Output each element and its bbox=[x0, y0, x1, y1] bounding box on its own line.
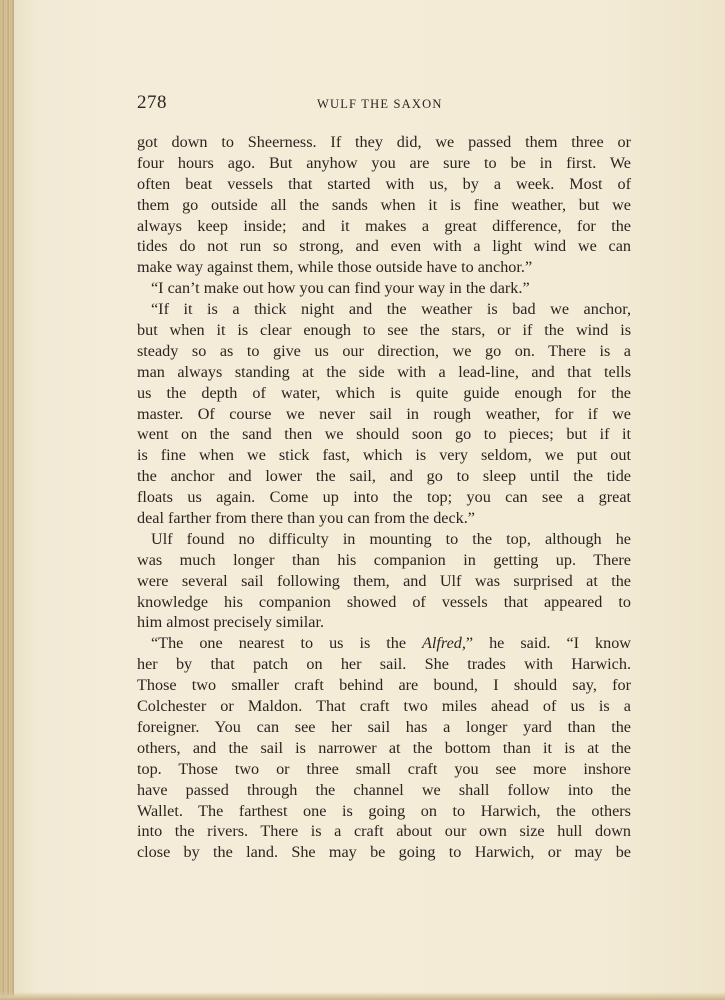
text-run: “The one nearest to us is the bbox=[151, 634, 422, 653]
page-bottom-edge bbox=[0, 992, 725, 1000]
text-line: Ulf found no difficulty in mounting to the top, although he bbox=[151, 529, 631, 548]
text-line: is fine when we stick fast, which is very seldom, we put out bbox=[137, 446, 631, 465]
text-line: “I can’t make out how you can find your way in the dark.” bbox=[151, 279, 530, 298]
text-line: make way against them, while those outside have to anchor.” bbox=[137, 258, 533, 277]
text-line: her by that patch on her sail. She trades with Harwich. bbox=[137, 655, 631, 674]
text-line: Wallet. The farthest one is going on to Harwich, the others bbox=[137, 801, 631, 820]
text-line: got down to Sheerness. If they did, we passed them three or bbox=[137, 133, 631, 151]
text-line: man always standing at the side with a lead-line, and that tells bbox=[137, 362, 631, 381]
text-line: us the depth of water, which is quite guide enough for the bbox=[137, 383, 631, 402]
text-line: foreigner. You can see her sail has a longer yard than the bbox=[137, 717, 631, 736]
text-line: Colchester or Maldon. That craft two miles ahead of us is a bbox=[137, 697, 631, 716]
text-line: steady so as to give us our direction, we go on. There is a bbox=[137, 341, 631, 360]
text-line: went on the sand then we should soon go to pieces; but if it bbox=[137, 425, 631, 444]
ship-name-italic: Alfred, bbox=[422, 634, 466, 653]
text-run: ” he said. “I know bbox=[465, 634, 631, 653]
text-line: was much longer than his companion in getting up. There bbox=[137, 550, 631, 569]
text-line: deal farther from there than you can from the deck.” bbox=[137, 509, 475, 528]
text-line: top. Those two or three small craft you see more inshore bbox=[137, 759, 631, 778]
text-line bbox=[137, 633, 631, 654]
text-line: often beat vessels that started with us, by a week. Most of bbox=[137, 174, 631, 193]
text-line: knowledge his companion showed of vessels that appeared to bbox=[137, 592, 631, 611]
text-line: have passed through the channel we shall follow into the bbox=[137, 780, 631, 799]
page-binding-edge bbox=[0, 0, 14, 1000]
text-line: always keep inside; and it makes a great difference, for the bbox=[137, 216, 631, 235]
text-line: him almost precisely similar. bbox=[137, 613, 325, 632]
text-line: close by the land. She may be going to Harwich, or may be bbox=[137, 843, 631, 862]
page-number: 278 bbox=[137, 92, 167, 113]
text-line: others, and the sail is narrower at the bottom than it is at the bbox=[137, 738, 631, 757]
running-title: WULF THE SAXON bbox=[317, 97, 443, 111]
text-line: into the rivers. There is a craft about our own size hull down bbox=[137, 822, 631, 841]
text-line: the anchor and lower the sail, and go to sleep until the tide bbox=[137, 467, 631, 486]
text-line: four hours ago. But anyhow you are sure to be in first. We bbox=[137, 153, 631, 172]
text-line: Those two smaller craft behind are bound, I should say, for bbox=[137, 676, 631, 695]
text-line: but when it is clear enough to see the stars, or if the wind is bbox=[137, 321, 631, 340]
text-line: floats us again. Come up into the top; you can see a great bbox=[137, 488, 631, 507]
text-line: tides do not run so strong, and even with a light wind we can bbox=[137, 237, 631, 256]
body-text bbox=[137, 132, 631, 863]
text-line: them go outside all the sands when it is fine weather, but we bbox=[137, 195, 631, 214]
page-header bbox=[137, 92, 631, 118]
text-line: master. Of course we never sail in rough weather, for if we bbox=[137, 404, 631, 423]
text-line: were several sail following them, and Ulf was surprised at the bbox=[137, 571, 631, 590]
text-line: “If it is a thick night and the weather is bad we anchor, bbox=[151, 300, 631, 319]
